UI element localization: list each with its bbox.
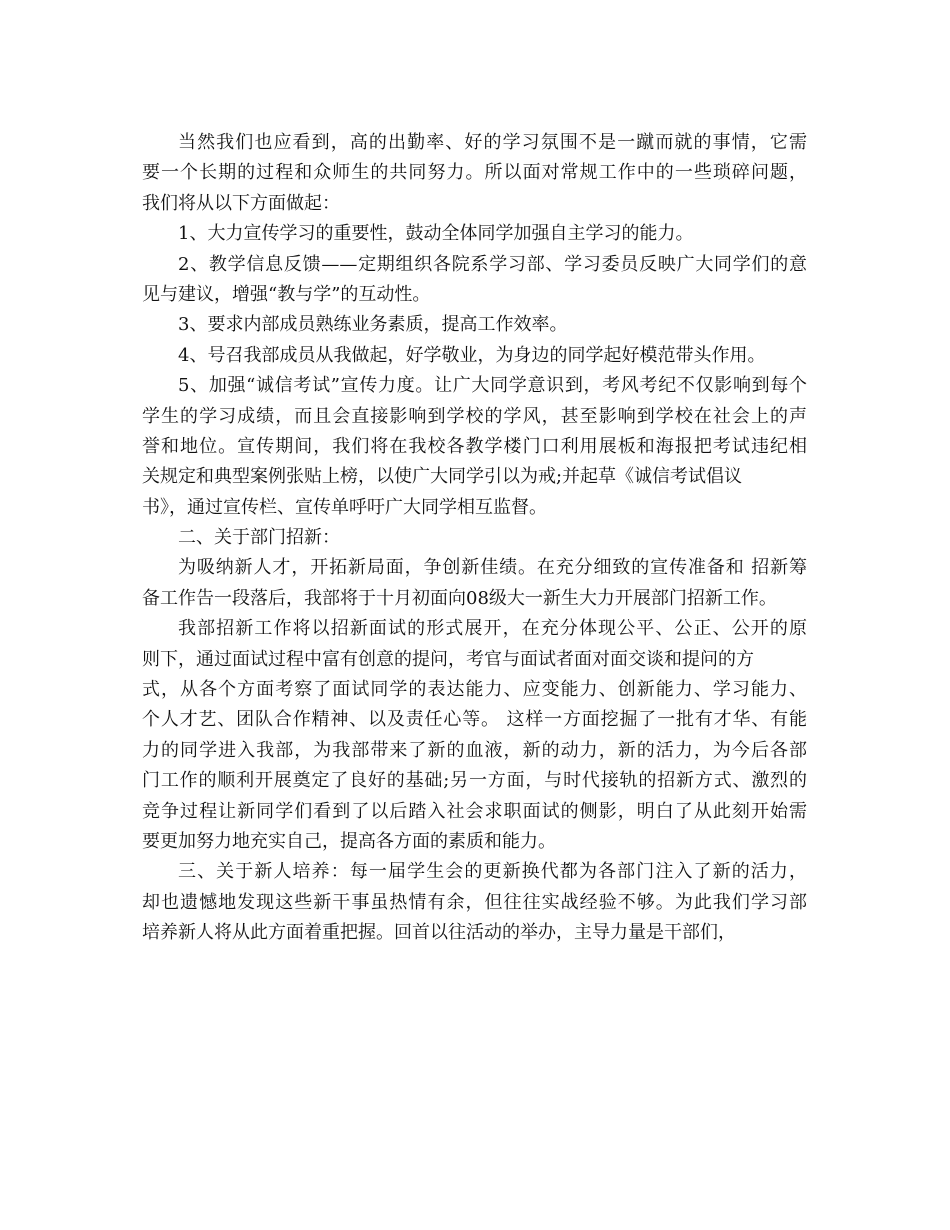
text-line: 却也遗憾地发现这些新干事虽热情有余，但往往实战经验不够。为此我们学习部 <box>142 891 807 913</box>
text-line: 我们将从以下方面做起： <box>142 192 340 214</box>
text-line: 当然我们也应看到，高的出勤率、好的学习氛围不是一蹴而就的事情，它需 <box>178 132 807 153</box>
text-line: 1、大力宣传学习的重要性，鼓动全体同学加强自主学习的能力。 <box>178 223 694 245</box>
text-line: 我部招新工作将以招新面试的形式展开，在充分体现公平、公正、公开的原 <box>178 618 807 640</box>
text-line: 2、教学信息反馈——定期组织各院系学习部、学习委员反映广大同学们的意 <box>178 253 807 275</box>
text-line: 二、关于部门招新： <box>178 527 340 549</box>
text-line: 誉和地位。宣传期间，我们将在我校各教学楼门口利用展板和海报把考试违纪相 <box>142 435 807 457</box>
text-line: 关规定和典型案例张贴上榜，以使广大同学引以为戒;并起草《诚信考试倡议 <box>142 466 743 488</box>
text-line: 见与建议，增强“教与学”的互动性。 <box>142 283 431 305</box>
text-line: 要更加努力地充实自己，提高各方面的素质和能力。 <box>142 830 556 852</box>
text-line: 培养新人将从此方面着重把握。回首以往活动的举办，主导力量是干部们， <box>142 922 736 944</box>
text-line: 个人才艺、团队合作精神、以及责任心等。 这样一方面挖掘了一批有才华、有能 <box>142 709 807 731</box>
text-line: 4、号召我部成员从我做起，好学敬业，为身边的同学起好模范带头作用。 <box>178 344 766 366</box>
text-line: 竞争过程让新同学们看到了以后踏入社会求职面试的侧影，明白了从此刻开始需 <box>142 800 807 822</box>
text-line: 为吸纳新人才，开拓新局面，争创新佳绩。在充分细致的宣传准备和 招新筹 <box>178 557 807 579</box>
text-line: 式，从各个方面考察了面试同学的表达能力、应变能力、创新能力、学习能力、 <box>142 679 807 701</box>
text-line: 三、关于新人培养：每一届学生会的更新换代都为各部门注入了新的活力， <box>178 861 807 883</box>
text-line: 则下，通过面试过程中富有创意的提问，考官与面试者面对面交谈和提问的方 <box>142 648 754 670</box>
text-line: 5、加强“诚信考试”宣传力度。让广大同学意识到，考风考纪不仅影响到每个 <box>178 375 807 397</box>
text-line: 3、要求内部成员熟练业务素质，提高工作效率。 <box>178 314 568 336</box>
text-line: 力的同学进入我部，为我部带来了新的血液，新的动力，新的活力，为今后各部 <box>142 739 807 761</box>
text-line: 学生的学习成绩，而且会直接影响到学校的学风，甚至影响到学校在社会上的声 <box>142 405 807 427</box>
text-line: 备工作告一段落后，我部将于十月初面向08级大一新生大力开展部门招新工作。 <box>142 587 777 609</box>
text-line: 要一个长期的过程和众师生的共同努力。所以面对常规工作中的一些琐碎问题， <box>142 162 807 184</box>
text-line: 书》，通过宣传栏、宣传单呼吁广大同学相互监督。 <box>142 496 547 518</box>
document-body <box>142 128 807 949</box>
text-line: 门工作的顺利开展奠定了良好的基础;另一方面，与时代接轨的招新方式、激烈的 <box>142 770 807 792</box>
